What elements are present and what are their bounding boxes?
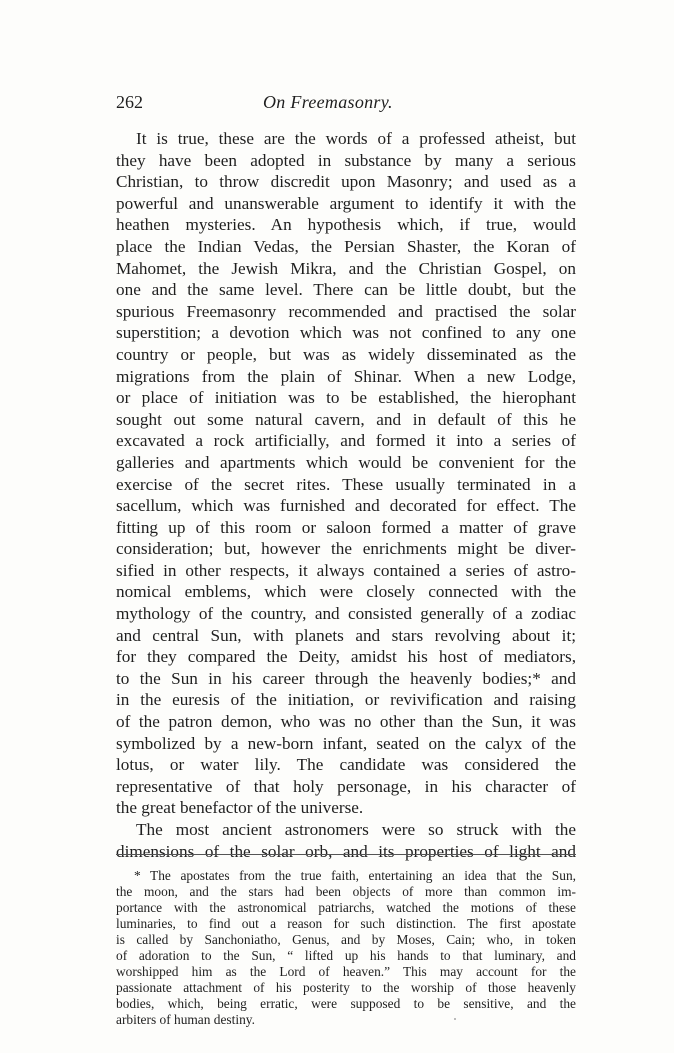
text-line: It is true, these are the words of a professed atheist, but: [136, 129, 576, 148]
text-line: exercise of the secret rites. These usually terminated in a: [116, 474, 576, 494]
footnote-line: luminaries, to find out a reason for such distinction. The first apostate: [116, 916, 576, 931]
footnote: [116, 868, 576, 1028]
text-line: sought out some natural cavern, and in default of this he: [116, 409, 576, 429]
text-line: dimensions of the solar orb, and its properties of light and: [116, 841, 576, 861]
text-line: mythology of the country, and consisted generally of a zodiac: [116, 604, 576, 624]
text-line: heathen mysteries. An hypothesis which, if true, would: [116, 215, 576, 235]
text-line: galleries and apartments which would be convenient for the: [116, 452, 576, 472]
footnote-line: worshipped him as the Lord of heaven.” This may account for the: [116, 964, 576, 979]
text-line: or place of initiation was to be established, the hierophant: [116, 388, 576, 408]
running-title: On Freemasonry.: [263, 92, 393, 112]
text-line: sacellum, which was furnished and decorated for effect. The: [116, 496, 576, 516]
text-line: powerful and unanswerable argument to identify it with the: [116, 193, 576, 213]
text-line: and central Sun, with planets and stars revolving about it;: [116, 625, 576, 645]
print-speck: [454, 1018, 456, 1020]
text-line: one and the same level. There can be little doubt, but the: [116, 280, 576, 300]
text-line: consideration; but, however the enrichments might be diver-: [116, 539, 576, 559]
text-line: superstition; a devotion which was not confined to any one: [116, 323, 576, 343]
text-line: sified in other respects, it always contained a series of astro-: [116, 560, 576, 580]
text-line: country or people, but was as widely disseminated as the: [116, 344, 576, 364]
footnote-line: arbiters of human destiny.: [116, 1012, 255, 1027]
paragraph-1: [116, 128, 576, 819]
text-line: symbolized by a new-born infant, seated on the calyx of the: [116, 733, 576, 753]
text-line: Christian, to throw discredit upon Masonry; and used as a: [116, 172, 576, 192]
text-line: excavated a rock artificially, and formed it into a series of: [116, 431, 576, 451]
text-line: representative of that holy personage, in his character of: [116, 776, 576, 796]
footnote-line: is called by Sanchoniatho, Genus, and by Moses, Cain; who, in token: [116, 932, 576, 947]
text-line: fitting up of this room or saloon formed a matter of grave: [116, 517, 576, 537]
page-number: 262: [116, 92, 143, 112]
page-header: [116, 92, 576, 118]
footnote-line: passionate attachment of his posterity to the worship of those heavenly: [116, 980, 576, 995]
text-line: for they compared the Deity, amidst his host of mediators,: [116, 647, 576, 667]
text-line: of the patron demon, who was no other than the Sun, it was: [116, 712, 576, 732]
text-line: to the Sun in his career through the heavenly bodies;* and: [116, 668, 576, 688]
body-text: [116, 128, 576, 862]
text-line: nomical emblems, which were closely connected with the: [116, 582, 576, 602]
footnote-line: the moon, and the stars had been objects of more than common im-: [116, 884, 576, 899]
footnote-line: bodies, which, being erratic, were supposed to be sensitive, and the: [116, 996, 576, 1011]
footnote-line: portance with the astronomical patriarchs, watched the motions of these: [116, 900, 576, 915]
footnote-rule: [116, 854, 576, 855]
paragraph-2: [116, 819, 576, 862]
text-line: spurious Freemasonry recommended and practised the solar: [116, 301, 576, 321]
text-line: lotus, or water lily. The candidate was considered the: [116, 755, 576, 775]
footnote-line: * The apostates from the true faith, entertaining an idea that the Sun,: [134, 868, 576, 883]
text-line: they have been adopted in substance by many a serious: [116, 150, 576, 170]
text-line: the great benefactor of the universe.: [116, 798, 364, 818]
text-line: migrations from the plain of Shinar. When a new Lodge,: [116, 366, 576, 386]
text-line: Mahomet, the Jewish Mikra, and the Christian Gospel, on: [116, 258, 576, 278]
footnote-line: of adoration to the Sun, “ lifted up his hands to that luminary, and: [116, 948, 576, 963]
text-line: The most ancient astronomers were so struck with the: [136, 820, 576, 839]
text-line: in the euresis of the initiation, or revivification and raising: [116, 690, 576, 710]
text-line: place the Indian Vedas, the Persian Shaster, the Koran of: [116, 236, 576, 256]
